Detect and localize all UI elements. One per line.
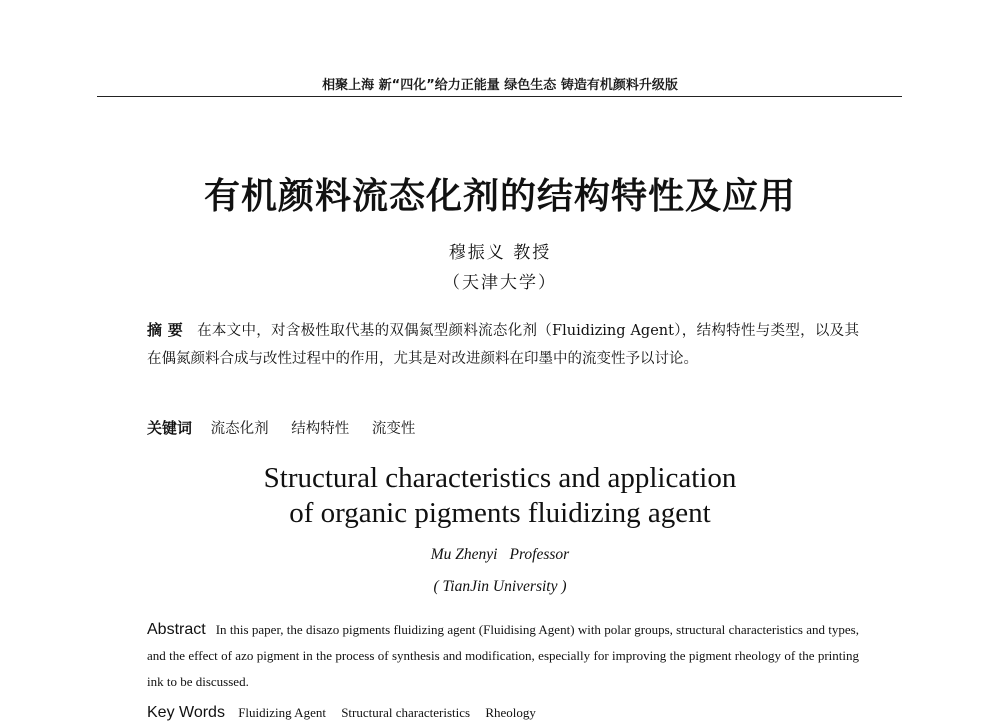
english-title-line-2: of organic pigments fluidizing agent [289,497,711,529]
chinese-keyword: 流态化剂 [210,421,269,437]
chinese-keyword: 流变性 [371,421,416,437]
header-rule [97,96,902,97]
english-title-line-1: Structural characteristics and application [263,462,737,494]
english-author [0,546,1000,564]
chinese-abstract-label: 摘 要 [147,321,184,339]
chinese-abstract [147,316,859,373]
english-abstract [147,617,859,695]
english-abstract-text: In this paper, the disazo pigments fluidizing agent (Fluidising Agent) with polar groups, structural characteristics and types, and the effect of azo pigment in the process of synthesis and modification, especially for improving the pigment rheology of the printing ink to be discussed. [147,622,859,689]
chinese-author: 穆振义 教授 [448,243,552,263]
chinese-title: 有机颜料流态化剂的结构特性及应用 [203,176,796,217]
running-header: 相聚上海 新“四化”给力正能量 绿色生态 铸造有机颜料升级版 [322,78,678,93]
chinese-affiliation: （天津大学） [443,273,557,293]
chinese-keyword: 结构特性 [291,421,350,437]
english-affiliation: ( TianJin University ) [433,578,567,595]
english-keywords-label: Key Words [147,704,225,721]
english-keyword: Structural characteristics [341,705,471,720]
english-title [0,461,1000,531]
english-author-title: Professor [509,546,570,563]
english-author-name: Mu Zhenyi [430,546,498,563]
english-keyword: Rheology [485,705,536,720]
chinese-keywords [147,416,859,441]
english-abstract-label: Abstract [147,621,206,638]
english-keyword: Fluidizing Agent [238,705,326,720]
chinese-keywords-label: 关键词 [147,419,193,437]
chinese-abstract-text: 在本文中，对含极性取代基的双偶氮型颜料流态化剂（Fluidizing Agent），结构特性与类型，以及其在偶氮颜料合成与改性过程中的作用，尤其是对改进颜料在印墨中的流变性予以讨论。 [147,323,859,367]
